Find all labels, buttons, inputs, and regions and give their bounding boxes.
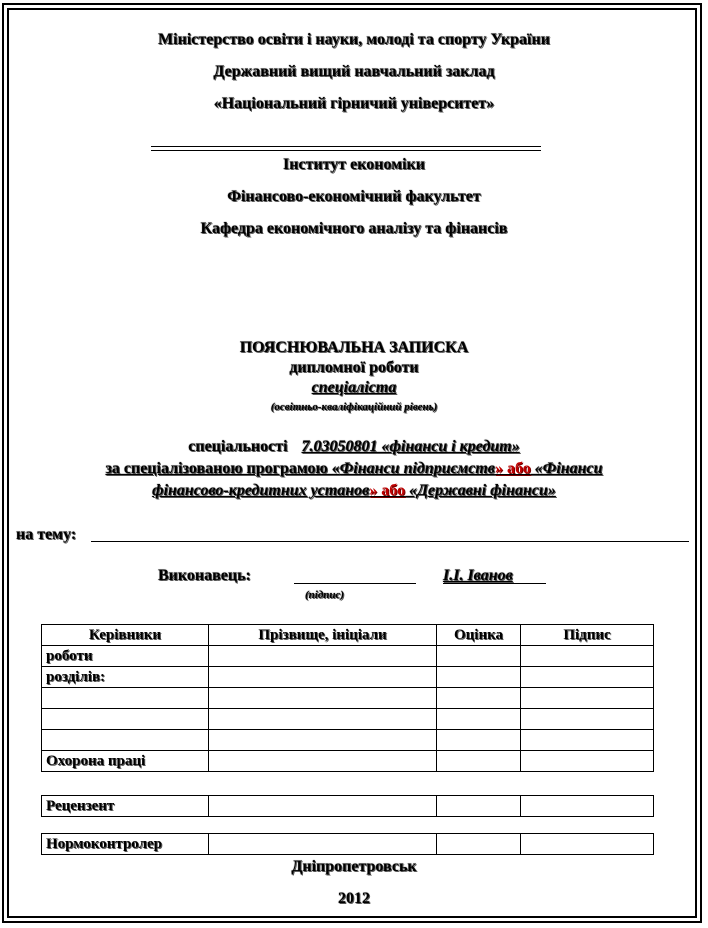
grade-cell[interactable] <box>437 709 521 730</box>
table-row <box>42 688 654 709</box>
signature-cell[interactable] <box>521 646 654 667</box>
normcontrol-row <box>42 834 654 855</box>
specialty-prefix: спеціальності <box>188 438 288 455</box>
normcontrol-table <box>41 833 654 855</box>
executor-name: І.І. Іванов <box>443 567 513 584</box>
city: Дніпропетровськ <box>291 858 417 875</box>
signature-cell[interactable] <box>521 688 654 709</box>
institution-line: Державний вищий навчальний заклад <box>213 63 495 80</box>
table-row <box>42 667 654 688</box>
program-line-2 <box>0 481 708 500</box>
header-signature: Підпис <box>521 625 654 646</box>
table-row <box>42 646 654 667</box>
divider-top <box>151 146 541 147</box>
signature-cell[interactable] <box>521 730 654 751</box>
work-type: дипломної роботи <box>289 359 419 376</box>
row-label: роботи <box>42 646 209 667</box>
university-line: «Національний гірничий університет» <box>213 95 495 112</box>
specialty-value: 7.03050801 «фінанси і кредит» <box>301 438 520 455</box>
grade-cell[interactable] <box>437 688 521 709</box>
program-financial-open: «Фінанси <box>530 460 603 477</box>
reviewer-label: Рецензент <box>42 796 209 817</box>
ministry-line: Міністерство освіти і науки, молоді та спорту України <box>158 31 550 48</box>
grade-cell[interactable] <box>437 796 521 817</box>
row-label: розділів: <box>42 667 209 688</box>
executor-label: Виконавець: <box>158 567 251 584</box>
reviewer-table <box>41 795 654 817</box>
faculty-line: Фінансово-економічний факультет <box>227 188 481 205</box>
topic-line[interactable] <box>91 541 689 542</box>
signature-note: (підпис) <box>305 589 345 601</box>
name-cell[interactable] <box>209 730 437 751</box>
table-row <box>42 751 654 772</box>
name-cell[interactable] <box>209 751 437 772</box>
row-label <box>42 730 209 751</box>
name-cell[interactable] <box>209 709 437 730</box>
institute-line: Інститут економіки <box>283 156 425 173</box>
qualification-level: спеціаліста <box>311 379 397 396</box>
specialty-line <box>0 437 708 456</box>
table-header-row <box>42 625 654 646</box>
name-cell[interactable] <box>209 796 437 817</box>
table-row <box>42 730 654 751</box>
signature-cell[interactable] <box>521 796 654 817</box>
qualification-level-note: (освітньо-кваліфікаційний рівень) <box>270 401 438 413</box>
signature-cell[interactable] <box>521 709 654 730</box>
name-cell[interactable] <box>209 646 437 667</box>
program-or-1: » або <box>494 460 531 477</box>
executor-name-underline <box>443 583 546 584</box>
signature-cell[interactable] <box>521 834 654 855</box>
name-cell[interactable] <box>209 667 437 688</box>
grade-cell[interactable] <box>437 834 521 855</box>
signature-line[interactable] <box>294 583 416 584</box>
row-label <box>42 688 209 709</box>
grade-cell[interactable] <box>437 646 521 667</box>
table-row <box>42 709 654 730</box>
header-grade: Оцінка <box>437 625 521 646</box>
row-label <box>42 709 209 730</box>
document-title: ПОЯСНЮВАЛЬНА ЗАПИСКА <box>239 339 469 356</box>
name-cell[interactable] <box>209 688 437 709</box>
reviewer-row <box>42 796 654 817</box>
topic-label: на тему: <box>16 526 77 543</box>
department-line: Кафедра економічного аналізу та фінансів <box>200 220 508 237</box>
header-name: Прізвище, ініціали <box>209 625 437 646</box>
supervisors-table <box>41 624 654 772</box>
signature-cell[interactable] <box>521 667 654 688</box>
name-cell[interactable] <box>209 834 437 855</box>
program-enterprise: Фінанси підприємств <box>339 460 495 477</box>
program-prefix: за спеціалізованою програмою « <box>105 460 340 477</box>
grade-cell[interactable] <box>437 751 521 772</box>
program-or-2: » або <box>369 482 406 499</box>
grade-cell[interactable] <box>437 730 521 751</box>
divider-bottom <box>151 150 541 151</box>
row-label: Охорона праці <box>42 751 209 772</box>
signature-cell[interactable] <box>521 751 654 772</box>
year: 2012 <box>338 890 370 907</box>
header-supervisors: Керівники <box>42 625 209 646</box>
program-financial-cont: фінансово-кредитних установ <box>152 482 370 499</box>
program-state: «Державні фінанси» <box>405 482 556 499</box>
normcontrol-label: Нормоконтролер <box>42 834 209 855</box>
grade-cell[interactable] <box>437 667 521 688</box>
program-line <box>0 459 708 478</box>
